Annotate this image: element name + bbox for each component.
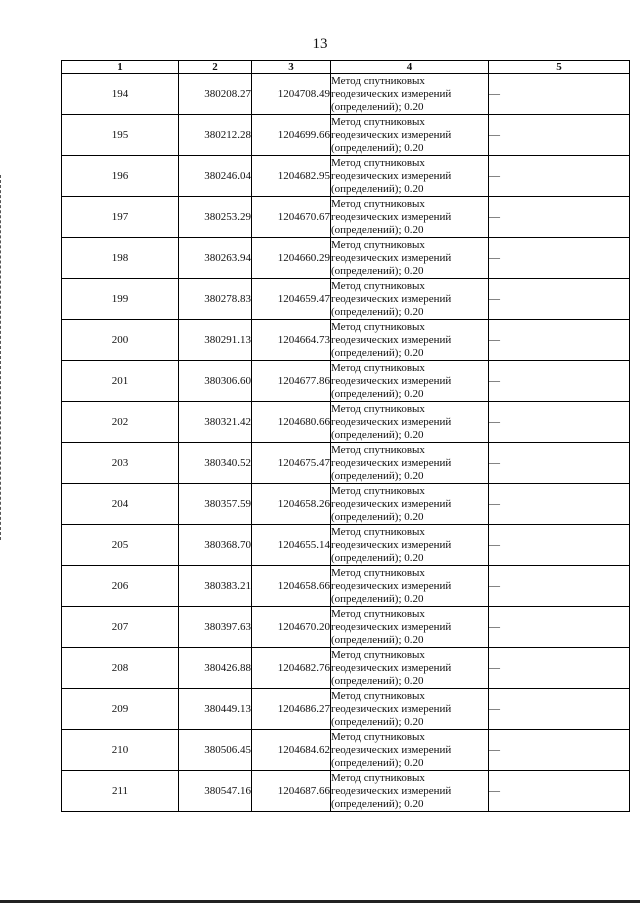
point-number: 207 (62, 607, 179, 648)
point-number: 200 (62, 320, 179, 361)
coord-y: 1204682.95 (252, 156, 331, 197)
method-cell (331, 689, 489, 730)
coord-y: 1204664.73 (252, 320, 331, 361)
method-line: Метод спутниковых (331, 689, 425, 702)
method-line: Метод спутниковых (331, 361, 425, 374)
method-line: (определений); 0.20 (331, 715, 424, 728)
note-cell: — (489, 607, 630, 648)
coord-x: 380397.63 (179, 607, 252, 648)
method-line: (определений); 0.20 (331, 141, 424, 154)
point-number: 202 (62, 402, 179, 443)
point-number: 204 (62, 484, 179, 525)
note-cell: — (489, 402, 630, 443)
method-line: (определений); 0.20 (331, 756, 424, 769)
coord-y: 1204687.66 (252, 771, 331, 812)
method-line: геодезических измерений (331, 661, 452, 674)
table-row (62, 730, 630, 771)
table-row (62, 115, 630, 156)
method-line: Метод спутниковых (331, 730, 425, 743)
note-cell: — (489, 115, 630, 156)
note-cell: — (489, 689, 630, 730)
method-line: геодезических измерений (331, 415, 452, 428)
method-line: (определений); 0.20 (331, 346, 424, 359)
method-cell (331, 443, 489, 484)
table-row (62, 525, 630, 566)
page-bottom-border (0, 900, 640, 903)
binding-mark (0, 175, 3, 540)
method-line: (определений); 0.20 (331, 674, 424, 687)
coord-y: 1204682.76 (252, 648, 331, 689)
point-number: 208 (62, 648, 179, 689)
coord-x: 380321.42 (179, 402, 252, 443)
method-line: (определений); 0.20 (331, 387, 424, 400)
method-line: Метод спутниковых (331, 74, 425, 87)
coord-y: 1204670.67 (252, 197, 331, 238)
coord-x: 380212.28 (179, 115, 252, 156)
method-cell (331, 115, 489, 156)
table-row (62, 361, 630, 402)
point-number: 194 (62, 74, 179, 115)
table-row (62, 566, 630, 607)
coord-x: 380246.04 (179, 156, 252, 197)
table-row (62, 402, 630, 443)
method-cell (331, 771, 489, 812)
table-row (62, 197, 630, 238)
coord-x: 380506.45 (179, 730, 252, 771)
method-line: Метод спутниковых (331, 320, 425, 333)
coord-x: 380357.59 (179, 484, 252, 525)
coord-x: 380306.60 (179, 361, 252, 402)
method-line: (определений); 0.20 (331, 305, 424, 318)
coordinates-table (61, 60, 630, 812)
coord-x: 380426.88 (179, 648, 252, 689)
note-cell: — (489, 771, 630, 812)
method-cell (331, 484, 489, 525)
method-line: Метод спутниковых (331, 402, 425, 415)
method-line: Метод спутниковых (331, 484, 425, 497)
note-cell: — (489, 525, 630, 566)
coord-x: 380449.13 (179, 689, 252, 730)
table-row (62, 689, 630, 730)
method-line: геодезических измерений (331, 743, 452, 756)
table-row (62, 279, 630, 320)
table-row (62, 771, 630, 812)
method-line: Метод спутниковых (331, 771, 425, 784)
method-cell (331, 74, 489, 115)
method-line: Метод спутниковых (331, 115, 425, 128)
table-row (62, 320, 630, 361)
note-cell: — (489, 279, 630, 320)
method-cell (331, 361, 489, 402)
method-cell (331, 525, 489, 566)
table-row (62, 74, 630, 115)
coord-x: 380208.27 (179, 74, 252, 115)
point-number: 195 (62, 115, 179, 156)
method-line: Метод спутниковых (331, 607, 425, 620)
table-row (62, 156, 630, 197)
method-line: Метод спутниковых (331, 238, 425, 251)
method-line: (определений); 0.20 (331, 469, 424, 482)
header-cell: 4 (331, 61, 489, 74)
method-line: геодезических измерений (331, 702, 452, 715)
header-cell: 3 (252, 61, 331, 74)
method-line: геодезических измерений (331, 497, 452, 510)
coord-y: 1204658.26 (252, 484, 331, 525)
page-number: 13 (312, 36, 328, 52)
point-number: 206 (62, 566, 179, 607)
note-cell: — (489, 238, 630, 279)
method-line: Метод спутниковых (331, 197, 425, 210)
coord-y: 1204670.20 (252, 607, 331, 648)
point-number: 198 (62, 238, 179, 279)
coord-x: 380368.70 (179, 525, 252, 566)
coord-x: 380383.21 (179, 566, 252, 607)
header-cell: 2 (179, 61, 252, 74)
table-row (62, 648, 630, 689)
method-cell (331, 648, 489, 689)
coord-y: 1204677.86 (252, 361, 331, 402)
method-line: геодезических измерений (331, 620, 452, 633)
method-cell (331, 402, 489, 443)
method-cell (331, 566, 489, 607)
note-cell: — (489, 156, 630, 197)
point-number: 201 (62, 361, 179, 402)
method-line: геодезических измерений (331, 292, 452, 305)
method-line: (определений); 0.20 (331, 264, 424, 277)
coord-y: 1204686.27 (252, 689, 331, 730)
method-line: Метод спутниковых (331, 279, 425, 292)
note-cell: — (489, 566, 630, 607)
method-cell (331, 607, 489, 648)
method-line: (определений); 0.20 (331, 592, 424, 605)
method-line: (определений); 0.20 (331, 182, 424, 195)
coord-y: 1204659.47 (252, 279, 331, 320)
table-row (62, 484, 630, 525)
table-header-row (62, 61, 630, 74)
method-line: Метод спутниковых (331, 648, 425, 661)
coord-x: 380263.94 (179, 238, 252, 279)
coord-y: 1204684.62 (252, 730, 331, 771)
note-cell: — (489, 197, 630, 238)
method-line: геодезических измерений (331, 456, 452, 469)
method-line: Метод спутниковых (331, 156, 425, 169)
method-line: геодезических измерений (331, 87, 452, 100)
method-line: (определений); 0.20 (331, 100, 424, 113)
point-number: 199 (62, 279, 179, 320)
method-line: Метод спутниковых (331, 525, 425, 538)
point-number: 197 (62, 197, 179, 238)
method-line: (определений); 0.20 (331, 551, 424, 564)
method-line: (определений); 0.20 (331, 510, 424, 523)
coord-x: 380291.13 (179, 320, 252, 361)
point-number: 210 (62, 730, 179, 771)
coord-y: 1204655.14 (252, 525, 331, 566)
method-cell (331, 730, 489, 771)
note-cell: — (489, 74, 630, 115)
method-cell (331, 238, 489, 279)
method-line: геодезических измерений (331, 374, 452, 387)
coord-y: 1204660.29 (252, 238, 331, 279)
method-line: геодезических измерений (331, 251, 452, 264)
coord-x: 380547.16 (179, 771, 252, 812)
note-cell: — (489, 443, 630, 484)
point-number: 211 (62, 771, 179, 812)
method-line: геодезических измерений (331, 128, 452, 141)
method-line: геодезических измерений (331, 210, 452, 223)
coord-y: 1204658.66 (252, 566, 331, 607)
method-line: геодезических измерений (331, 784, 452, 797)
point-number: 209 (62, 689, 179, 730)
method-cell (331, 197, 489, 238)
note-cell: — (489, 361, 630, 402)
coord-x: 380278.83 (179, 279, 252, 320)
method-line: Метод спутниковых (331, 566, 425, 579)
point-number: 205 (62, 525, 179, 566)
note-cell: — (489, 648, 630, 689)
method-line: (определений); 0.20 (331, 428, 424, 441)
table-row (62, 443, 630, 484)
coord-x: 380340.52 (179, 443, 252, 484)
note-cell: — (489, 730, 630, 771)
method-line: геодезических измерений (331, 579, 452, 592)
method-line: геодезических измерений (331, 538, 452, 551)
method-line: (определений); 0.20 (331, 223, 424, 236)
coord-y: 1204680.66 (252, 402, 331, 443)
point-number: 203 (62, 443, 179, 484)
point-number: 196 (62, 156, 179, 197)
note-cell: — (489, 320, 630, 361)
table-row (62, 238, 630, 279)
method-line: (определений); 0.20 (331, 633, 424, 646)
coord-y: 1204675.47 (252, 443, 331, 484)
table-row (62, 607, 630, 648)
header-cell: 5 (489, 61, 630, 74)
note-cell: — (489, 484, 630, 525)
method-cell (331, 279, 489, 320)
method-line: (определений); 0.20 (331, 797, 424, 810)
method-line: Метод спутниковых (331, 443, 425, 456)
coord-y: 1204708.49 (252, 74, 331, 115)
method-line: геодезических измерений (331, 169, 452, 182)
header-cell: 1 (62, 61, 179, 74)
method-cell (331, 156, 489, 197)
method-cell (331, 320, 489, 361)
coord-x: 380253.29 (179, 197, 252, 238)
coord-y: 1204699.66 (252, 115, 331, 156)
method-line: геодезических измерений (331, 333, 452, 346)
